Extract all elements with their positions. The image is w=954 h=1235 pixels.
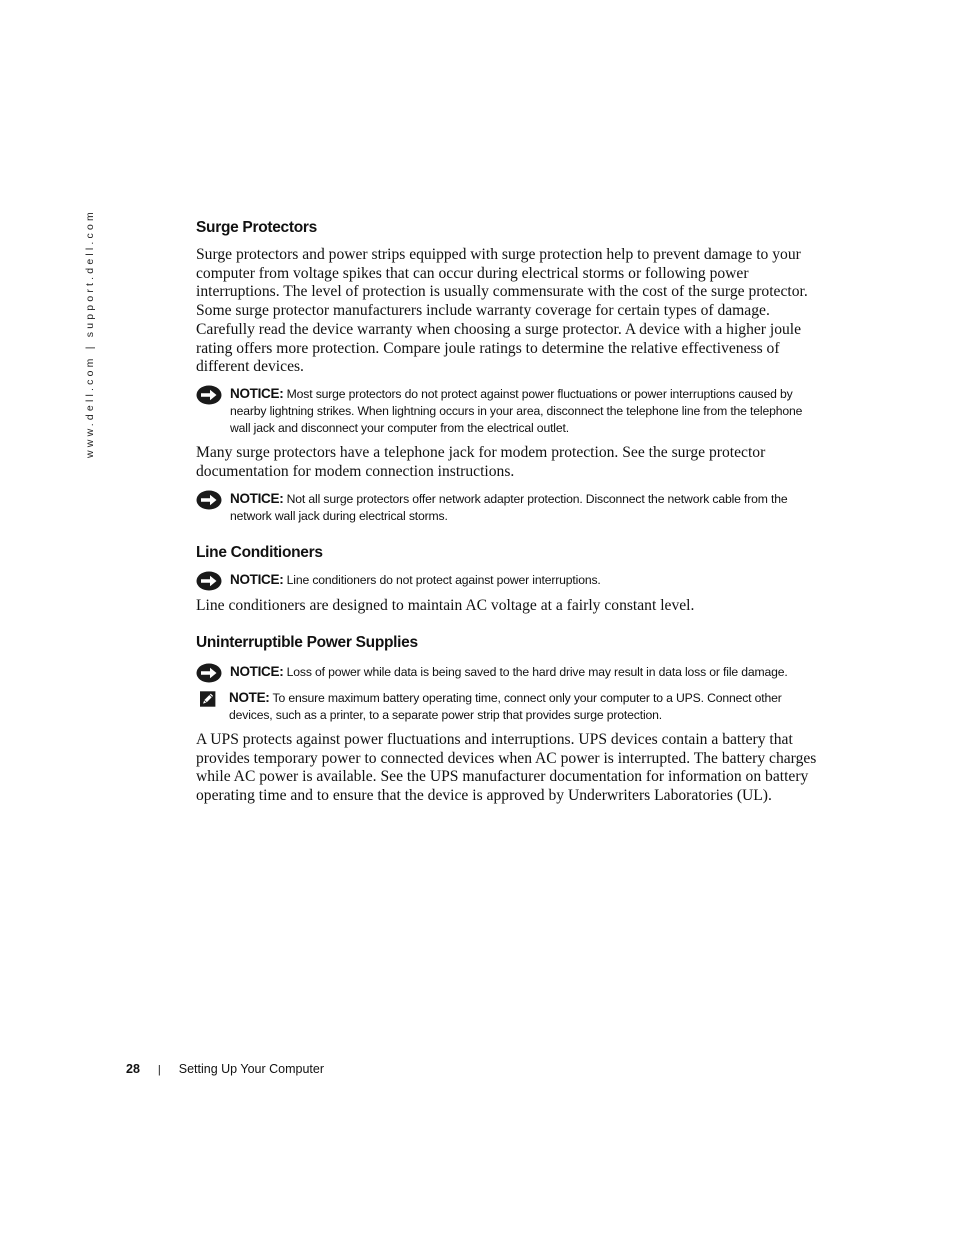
notice-arrow-icon bbox=[196, 571, 222, 591]
sidebar-url: www.dell.com | support.dell.com bbox=[84, 209, 96, 458]
notice-text: Line conditioners do not protect against power interruptions. bbox=[283, 573, 601, 587]
footer-chapter: Setting Up Your Computer bbox=[178, 1062, 324, 1076]
notice-label: NOTICE: bbox=[230, 572, 284, 587]
heading-line-conditioners: Line Conditioners bbox=[196, 544, 323, 561]
notice-surge-lightning bbox=[196, 385, 818, 437]
notice-arrow-icon bbox=[196, 490, 222, 510]
notice-arrow-icon bbox=[196, 663, 222, 683]
heading-surge-protectors: Surge Protectors bbox=[196, 219, 317, 236]
notice-label: NOTICE: bbox=[230, 386, 284, 401]
paragraph-surge-intro: Surge protectors and power strips equipped with surge protection help to prevent damage to your computer from voltage spikes that can occur during electrical storms or following power interruptions. The level of protection is usually commensurate with the cost of the surge protector. Some surge protector manufacturers include warranty coverage for certain types of damage. Carefully read the device warranty when choosing a surge protector. A device with a higher joule rating offers more protection. Compare joule ratings to determine the relative effectiveness of different devices. bbox=[196, 246, 808, 376]
notice-text: Most surge protectors do not protect against power fluctuations or power interruptions caused by nearby lightning strikes. When lightning occurs in your area, disconnect the telephone line from the telephone wall jack and disconnect your computer from the electrical outlet. bbox=[230, 387, 803, 435]
notice-text: Loss of power while data is being saved to the hard drive may result in data loss or file damage. bbox=[283, 665, 788, 679]
note-ups-battery bbox=[196, 689, 818, 724]
footer-separator: | bbox=[157, 1064, 161, 1076]
heading-ups: Uninterruptible Power Supplies bbox=[196, 634, 418, 651]
page-footer bbox=[126, 1062, 324, 1076]
note-label: NOTE: bbox=[229, 690, 270, 705]
paragraph-line-conditioners: Line conditioners are designed to maintain AC voltage at a fairly constant level. bbox=[196, 597, 695, 614]
page-number: 28 bbox=[126, 1062, 140, 1076]
note-text: To ensure maximum battery operating time, connect only your computer to a UPS. Connect other devices, such as a printer, to a separate power strip that provides surge protection. bbox=[229, 691, 782, 722]
paragraph-ups: A UPS protects against power fluctuations and interruptions. UPS devices contain a battery that provides temporary power to connected devices when AC power is interrupted. The battery charges while AC power is available. See the UPS manufacturer documentation for information on battery operating time and to ensure that the device is approved by Underwriters Laboratories (UL). bbox=[196, 731, 817, 805]
paragraph-telephone-jack: Many surge protectors have a telephone jack for modem protection. See the surge protector documentation for modem connection instructions. bbox=[196, 444, 766, 480]
notice-line-conditioners bbox=[196, 571, 818, 589]
notice-label: NOTICE: bbox=[230, 491, 284, 506]
notice-arrow-icon bbox=[196, 385, 222, 405]
notice-network-adapter bbox=[196, 490, 818, 525]
notice-label: NOTICE: bbox=[230, 664, 284, 679]
note-pencil-icon bbox=[200, 689, 220, 709]
notice-text: Not all surge protectors offer network adapter protection. Disconnect the network cable from the network wall jack during electrical storms. bbox=[230, 492, 788, 523]
notice-ups-data-loss bbox=[196, 663, 818, 681]
